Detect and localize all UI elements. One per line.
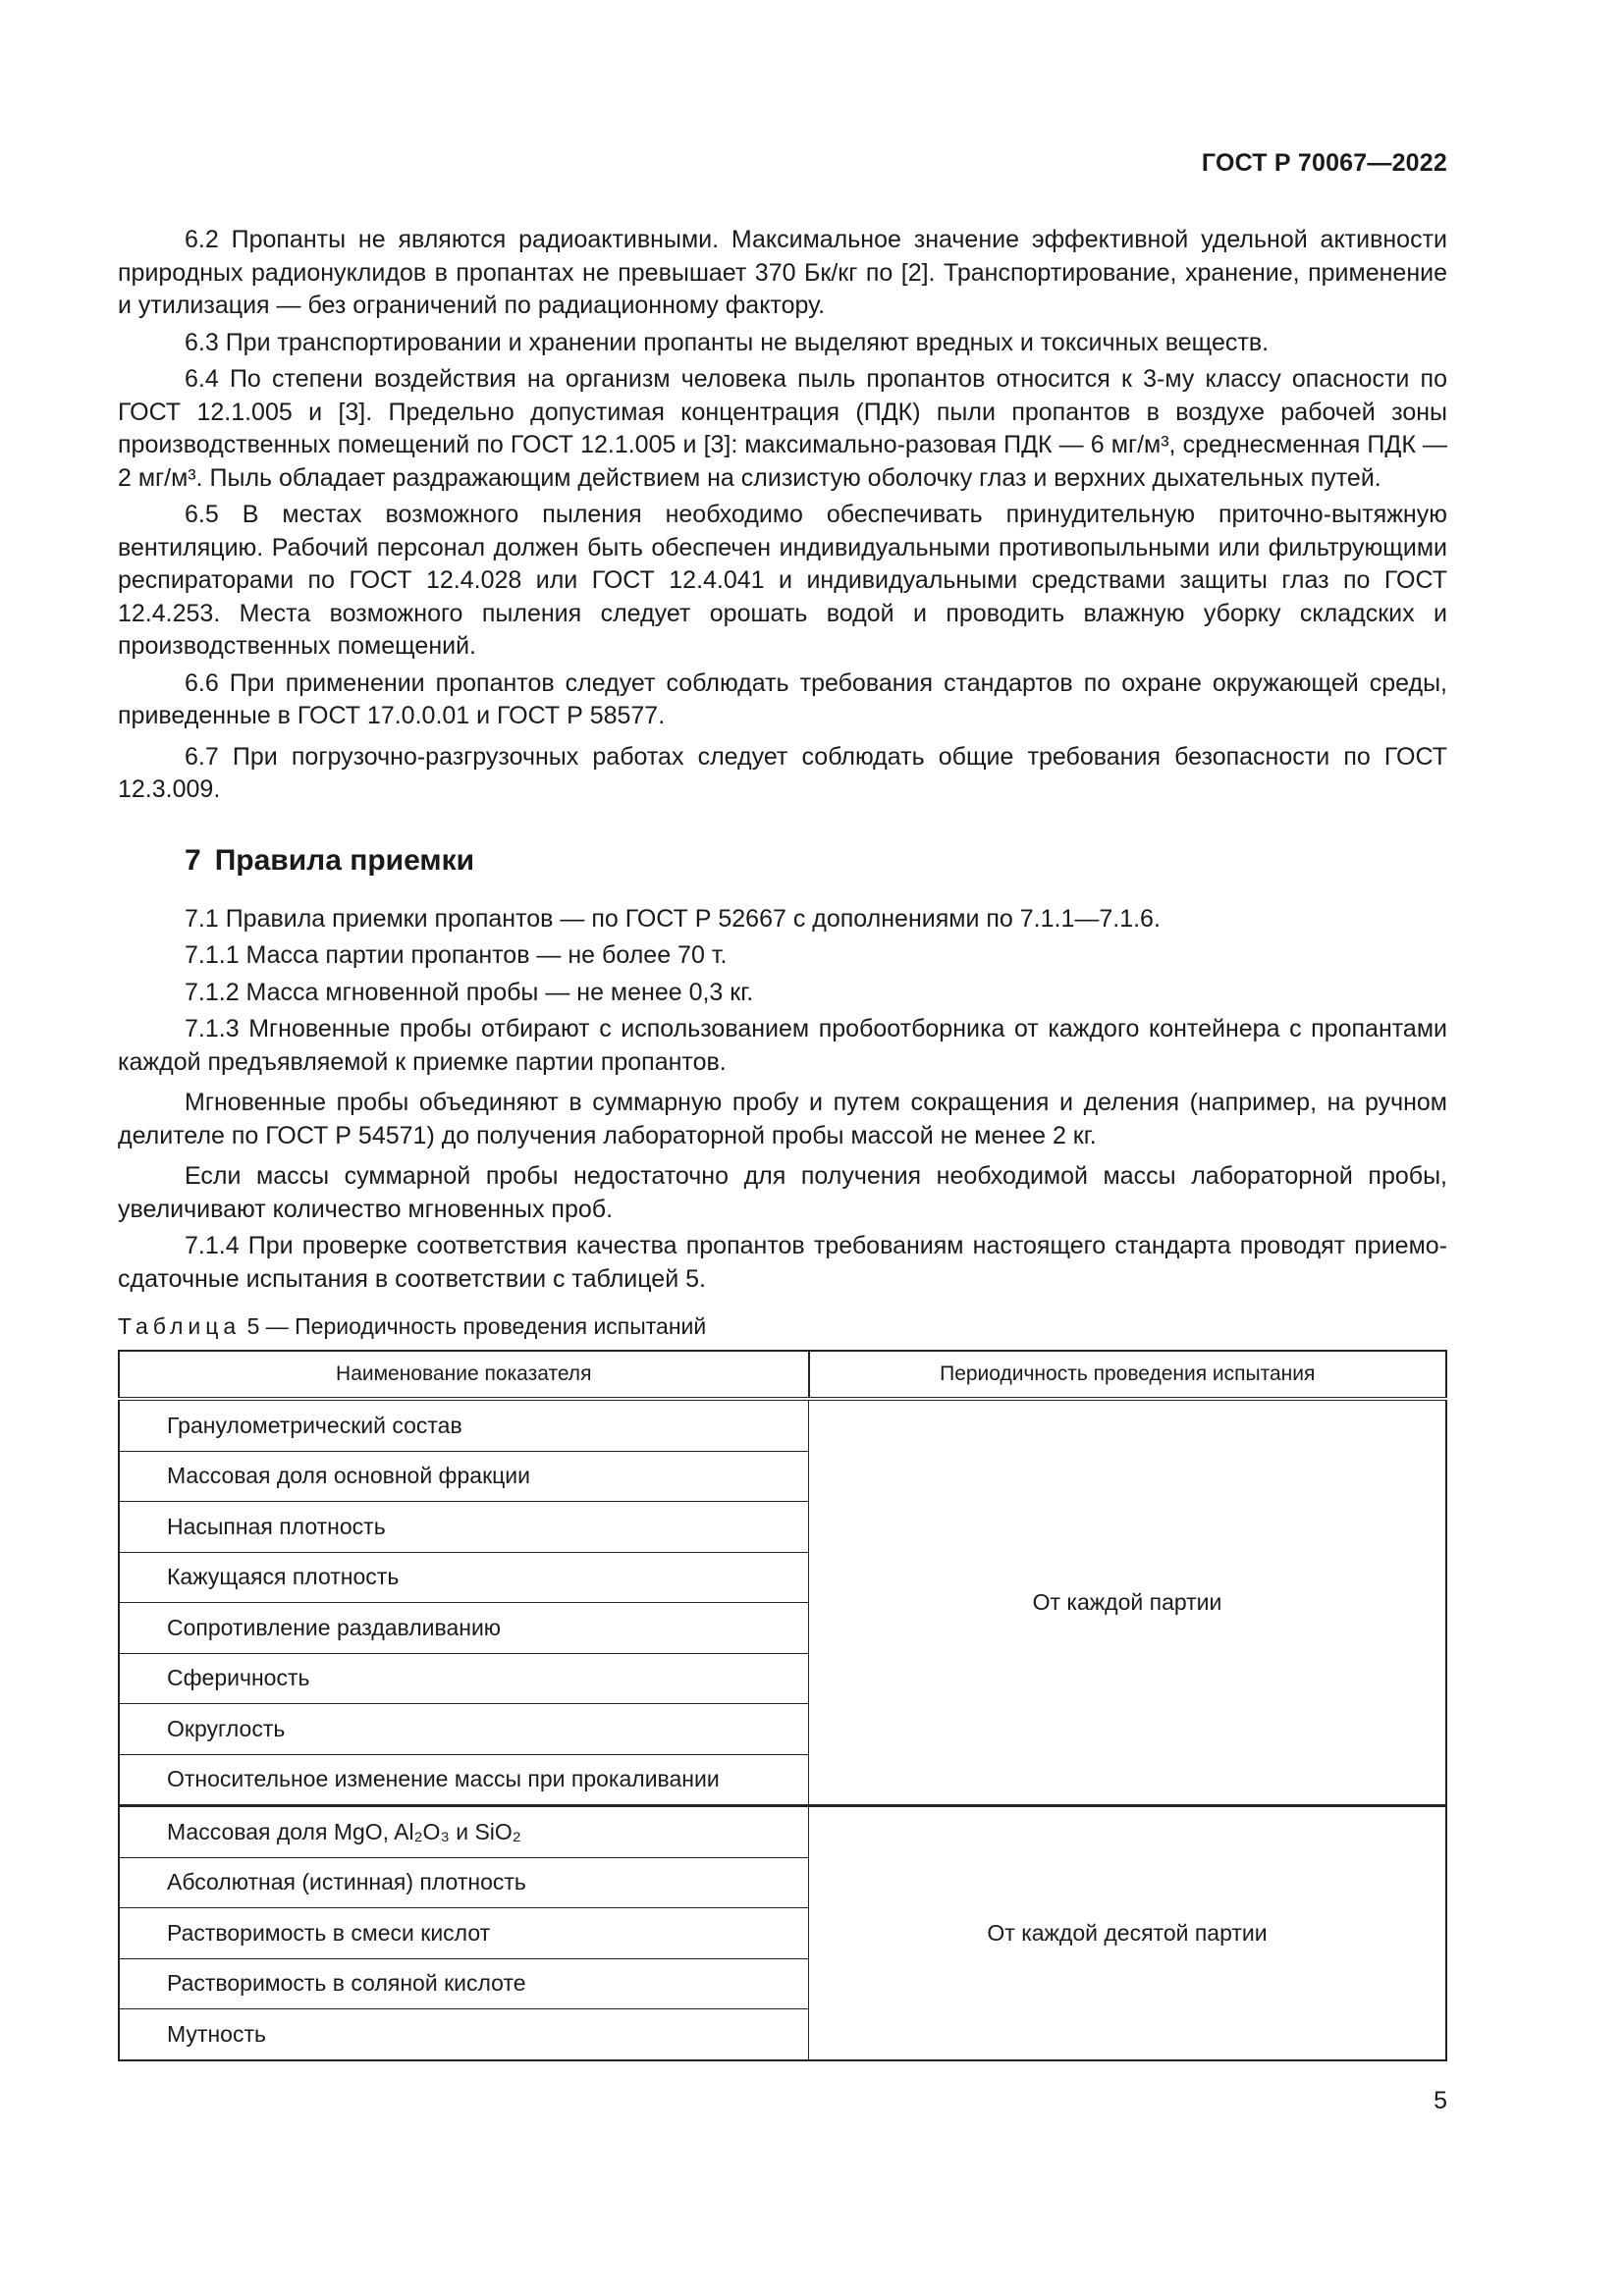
- table-header-row: [119, 1351, 1446, 1399]
- paragraph-7-1-1: 7.1.1 Масса партии пропантов — не более 70 т.: [185, 941, 728, 969]
- table-row: [119, 1399, 1446, 1451]
- table-5: [118, 1350, 1447, 2061]
- indicator-cell: Мутность: [119, 2009, 809, 2060]
- indicator-cell: Насыпная плотность: [119, 1502, 809, 1553]
- paragraph-7-1-3: 7.1.3 Мгновенные пробы отбирают с использованием пробоотборника от каждого контейнера с пропантами каждой предъявляемой к приемке партии пропантов.: [118, 1015, 1447, 1076]
- table-caption-text: 5 — Периодичность проведения испытаний: [241, 1313, 707, 1339]
- indicator-cell: Массовая доля MgO, Al₂O₃ и SiO₂: [119, 1806, 809, 1858]
- frequency-cell-every-batch: От каждой партии: [809, 1399, 1447, 1806]
- paragraph-6-3: 6.3 При транспортировании и хранении пропанты не выделяют вредных и токсичных веществ.: [185, 328, 1270, 356]
- table-caption: [118, 1313, 1447, 1340]
- paragraph-7-1-3-c: Если массы суммарной пробы недостаточно для получения необходимой массы лабораторной пробы, увеличивают количество мгновенных проб.: [118, 1162, 1447, 1223]
- page-content: [118, 224, 1447, 2061]
- indicator-cell: Растворимость в смеси кислот: [119, 1908, 809, 1959]
- section-title: [185, 844, 1447, 878]
- document-code-header: ГОСТ Р 70067—2022: [1201, 149, 1447, 177]
- indicator-cell: Округлость: [119, 1704, 809, 1755]
- header-indicator-name: Наименование показателя: [119, 1351, 809, 1399]
- paragraph-7-1: 7.1 Правила приемки пропантов — по ГОСТ Р 52667 с дополнениями по 7.1.1—7.1.6.: [185, 904, 1161, 933]
- indicator-cell: Массовая доля основной фракции: [119, 1451, 809, 1502]
- table-caption-label: Таблица: [118, 1313, 242, 1339]
- section-heading: Правила приемки: [214, 843, 475, 877]
- paragraph-6-5: 6.5 В местах возможного пыления необходимо обеспечивать принудительную приточно-вытяжную вентиляцию. Рабочий персонал должен быть обеспечен индивидуальными противопыльными или фильтрующими респираторами по ГОСТ 12.4.028 или ГОСТ 12.4.041 и индивидуальными средствами защиты глаз по ГОСТ 12.4.253. Места возможного пыления следует орошать водой и проводить влажную уборку складских и производственных помещений.: [118, 501, 1447, 660]
- indicator-cell: Гранулометрический состав: [119, 1399, 809, 1451]
- table-row: [119, 1806, 1446, 1858]
- paragraph-6-7: 6.7 При погрузочно-разгрузочных работах следует соблюдать общие требования безопасности по ГОСТ 12.3.009.: [118, 742, 1447, 803]
- indicator-cell: Кажущаяся плотность: [119, 1552, 809, 1603]
- indicator-cell: Сопротивление раздавливанию: [119, 1603, 809, 1654]
- indicator-cell: Относительное изменение массы при прокаливании: [119, 1754, 809, 1806]
- indicator-cell: Сферичность: [119, 1653, 809, 1704]
- paragraph-7-1-4: 7.1.4 При проверке соответствия качества пропантов требованиям настоящего стандарта проводят приемо-сдаточные испытания в соответствии с таблицей 5.: [118, 1232, 1447, 1293]
- paragraph-7-1-3-b: Мгновенные пробы объединяют в суммарную пробу и путем сокращения и деления (например, на ручном делителе по ГОСТ Р 54571) до получения лабораторной пробы массой не менее 2 кг.: [118, 1089, 1447, 1149]
- indicator-cell: Абсолютная (истинная) плотность: [119, 1857, 809, 1908]
- page-number: 5: [1434, 2087, 1447, 2114]
- indicator-cell: Растворимость в соляной кислоте: [119, 1958, 809, 2009]
- paragraph-6-2: 6.2 Пропанты не являются радиоактивными. Максимальное значение эффективной удельной активности природных радионуклидов в пропантах не превышает 370 Бк/кг по [2]. Транспортирование, хранение, применение и утилизация — без ограничений по радиационному фактору.: [118, 226, 1447, 319]
- section-number: 7: [185, 843, 201, 877]
- paragraph-6-6: 6.6 При применении пропантов следует соблюдать требования стандартов по охране окружающей среды, приведенные в ГОСТ 17.0.0.01 и ГОСТ Р 58577.: [118, 668, 1447, 729]
- paragraph-6-4: 6.4 По степени воздействия на организм человека пыль пропантов относится к 3-му классу опасности по ГОСТ 12.1.005 и [3]. Предельно допустимая концентрация (ПДК) пыли пропантов в воздухе рабочей зоны производственных помещений по ГОСТ 12.1.005 и [3]: максимально-разовая ПДК — 6 мг/м³, среднесменная ПДК — 2 мг/м³. Пыль обладает раздражающим действием на слизистую оболочку глаз и верхних дыхательных путей.: [118, 365, 1447, 492]
- header-test-frequency: Периодичность проведения испытания: [809, 1351, 1447, 1399]
- frequency-cell-every-tenth-batch: От каждой десятой партии: [809, 1806, 1447, 2060]
- paragraph-7-1-2: 7.1.2 Масса мгновенной пробы — не менее 0,3 кг.: [185, 978, 754, 1006]
